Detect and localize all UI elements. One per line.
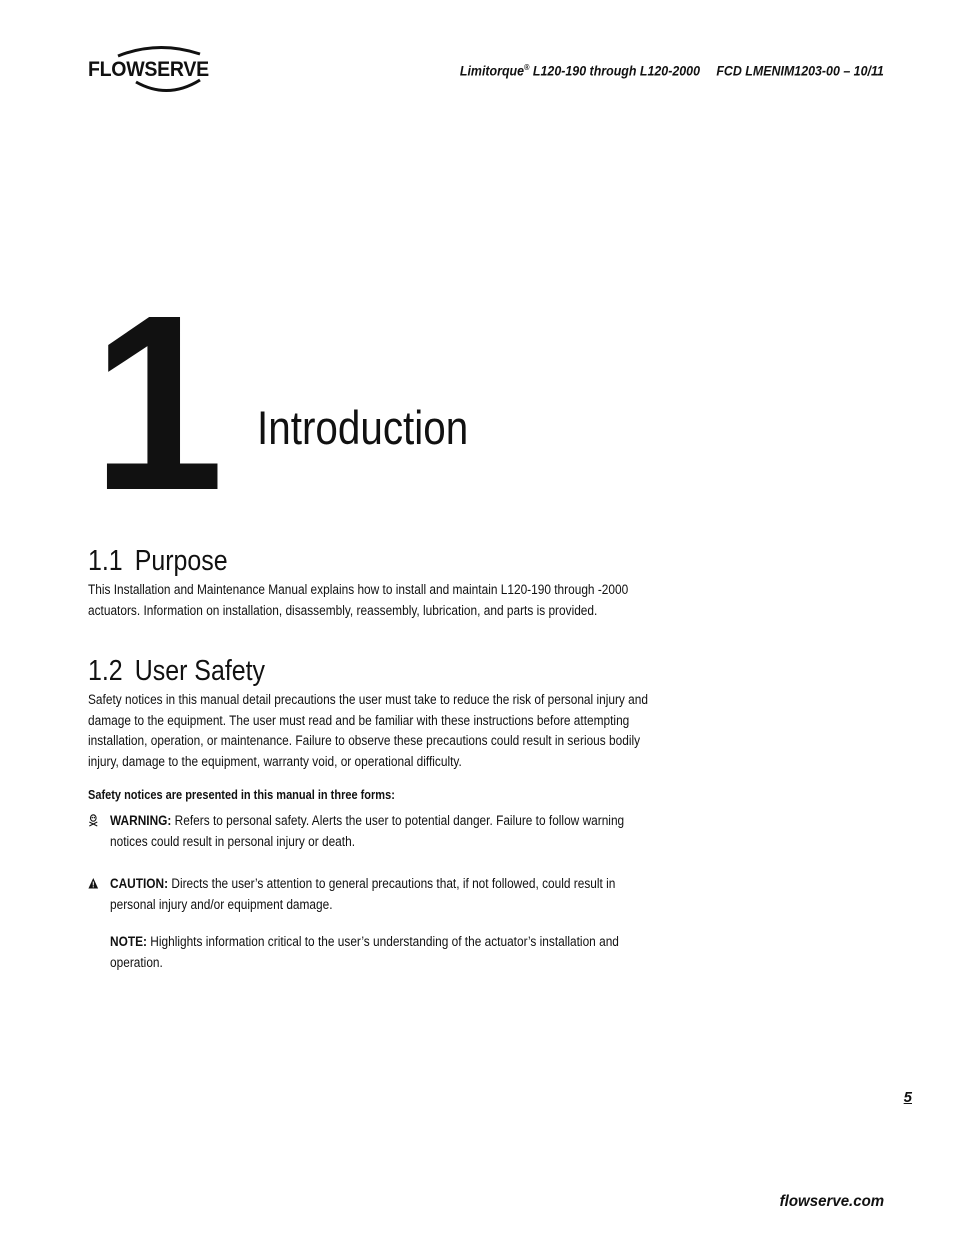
caution-label: CAUTION: bbox=[110, 876, 169, 891]
chapter-number: 1 bbox=[92, 263, 219, 542]
notices-intro: Safety notices are presented in this manual in three forms: bbox=[88, 788, 395, 802]
section-heading-user-safety bbox=[88, 656, 265, 688]
warning-triangle-icon bbox=[88, 876, 99, 890]
section-heading-purpose bbox=[88, 546, 228, 578]
logo-text: FLOWSERVE bbox=[88, 58, 209, 81]
note-notice bbox=[88, 931, 651, 973]
warning-notice bbox=[88, 810, 651, 852]
warning-label: WARNING: bbox=[110, 813, 172, 828]
footer-url: flowserve.com bbox=[779, 1193, 884, 1210]
note-label: NOTE: bbox=[110, 934, 147, 949]
user-safety-paragraph bbox=[88, 690, 651, 772]
flowserve-logo bbox=[88, 44, 228, 94]
registered-mark: ® bbox=[524, 63, 530, 72]
paragraph-text: This Installation and Maintenance Manual explains how to install and maintain L120-190 through -2000 actuators. Information on installation, disassembly, reassembly, lubrication, and parts is provided. bbox=[88, 582, 629, 618]
warning-text: Refers to personal safety. Alerts the user to potential danger. Failure to follow warning notices could result in personal injury or death. bbox=[110, 813, 625, 849]
page-number: 5 bbox=[903, 1089, 912, 1106]
caution-text: Directs the user’s attention to general precautions that, if not followed, could result in personal injury and/or equipment damage. bbox=[110, 876, 616, 912]
section-number: 1.2 bbox=[88, 655, 123, 687]
document-header bbox=[460, 63, 884, 79]
section-number: 1.1 bbox=[88, 545, 123, 577]
section-title: User Safety bbox=[134, 655, 266, 687]
paragraph-text: Safety notices in this manual detail precautions the user must take to reduce the risk of personal injury and damage to the equipment. The user must read and be familiar with these instructions before attempting installation, operation, or maintenance. Failure to observe these precautions could result in serious bodily injury, damage to the equipment, warranty void, or operational difficulty. bbox=[88, 692, 648, 769]
skull-crossbones-icon bbox=[88, 813, 99, 827]
purpose-paragraph bbox=[88, 580, 651, 621]
chapter-title: Introduction bbox=[257, 401, 469, 454]
product-name: Limitorque bbox=[460, 63, 525, 79]
note-text: Highlights information critical to the user’s understanding of the actuator’s installation and operation. bbox=[110, 934, 619, 970]
document-code: FCD LMENIM1203-00 – 10/11 bbox=[716, 63, 884, 79]
section-title: Purpose bbox=[134, 545, 228, 577]
product-range: L120-190 through L120-2000 bbox=[533, 63, 701, 79]
caution-notice bbox=[88, 873, 651, 915]
